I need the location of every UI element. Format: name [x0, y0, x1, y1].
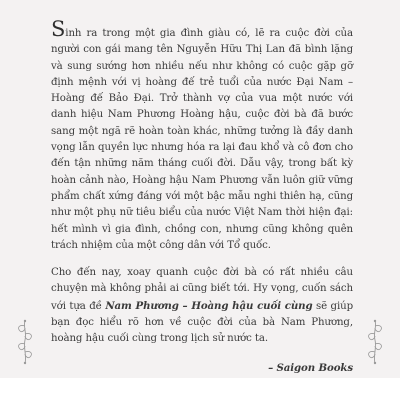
- paragraph-2-text-after: sẽ giúp bạn đọc hiểu rõ hơn về cuộc đời của bà Nam Phương, hoàng hậu cuối cùng trong lịch sử nước ta.: [51, 300, 353, 345]
- paragraph-2-text-before: Cho đến nay, xoay quanh cuộc đời bà có rất nhiều câu chuyện mà không phải ai cũng biết tới. Hy vọng, cuốn sách với tựa đề: [51, 267, 353, 312]
- paragraph-2: [51, 265, 353, 347]
- signature: – Saigon Books: [268, 361, 353, 374]
- paragraph-1-text: inh ra trong một gia đình giàu có, lẽ ra cuộc đời của người con gái mang tên Nguyễn Hữu Thị Lan đã bình lặng và sung sướng hơn nhiều nếu như không có cuộc gặp gỡ định mệnh với vị hoàng đế trẻ tuổi của nước Đại Nam – Hoàng đế Bảo Đại. Trở thành vợ của vua một nước với danh hiệu Nam Phương Hoàng hậu, cuộc đời bà đã bước sang một ngã rẽ hoàn toàn khác, những tưởng là đầy danh vọng lẫn quyền lực nhưng hóa ra lại đau khổ và cô đơn cho đến tận những năm tháng cuối đời. Dẫu vậy, trong bất kỳ hoàn cảnh nào, Hoàng hậu Nam Phương vẫn luôn giữ vững phẩm chất xứng đáng với một bậc mẫu nghi thiên hạ, cũng như một phụ nữ tiêu biểu của nước Việt Nam thời hiện đại: hết mình vì gia đình, chồng con, nhưng cũng không quên trách nhiệm của một công dân với Tổ quốc.: [51, 28, 353, 251]
- paragraph-1: [51, 17, 353, 254]
- book-title: Nam Phương – Hoàng hậu cuối cùng: [105, 299, 313, 312]
- drop-cap: S: [51, 17, 66, 41]
- leaf-flourish-icon: [14, 318, 36, 366]
- leaf-flourish-icon: [364, 318, 386, 366]
- page-bottom-margin: [0, 378, 400, 400]
- foreword-text: [51, 17, 353, 376]
